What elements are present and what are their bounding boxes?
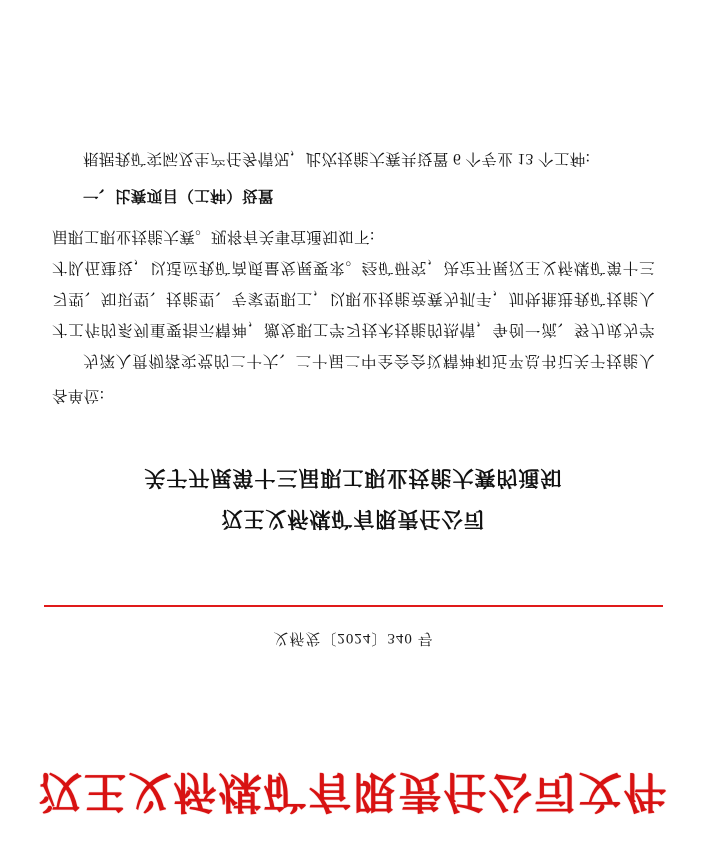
- salutation: 各单位:: [52, 387, 105, 405]
- body-paragraph-1: 为深入贯彻落实党的二十大、二十届二中全会会议精神和近平总书记关于技能人才工作的系列重要指示精神，激发职工学习技术技能的热情，争创一流、努力成为学习型、知识型、技能型、专家型职工，以职业技能竞赛为抓手，加快推进我矿技能人才队伍建设，以适应我矿高质量发展要求。经矿研究，决定开展汉王义桥煤矿第十三届职工职业技能大赛。现将有关事宜通知如下:: [52, 228, 655, 370]
- document-title-line-2: 关于开展第十三届职工职业技能大赛的通知: [144, 466, 563, 492]
- document-title-block: [0, 457, 707, 539]
- document-body: [52, 143, 655, 411]
- company-letterhead-title: 汉王义桥煤矿有限责任公司文件: [38, 766, 669, 816]
- document-title-line-1: 汉王义桥煤矿有限责任公司: [221, 507, 486, 533]
- section-heading-1: 一、比赛项目（工种）设置: [83, 187, 274, 205]
- document-number: 义桥发〔2024〕340 号: [273, 630, 434, 647]
- document-header: [0, 762, 707, 845]
- red-divider-rule: [44, 605, 663, 607]
- section-1-paragraph: 根据我矿实际及生产任务情况，此次技能大赛共设置 6 个专业 13 个工种:: [83, 150, 591, 168]
